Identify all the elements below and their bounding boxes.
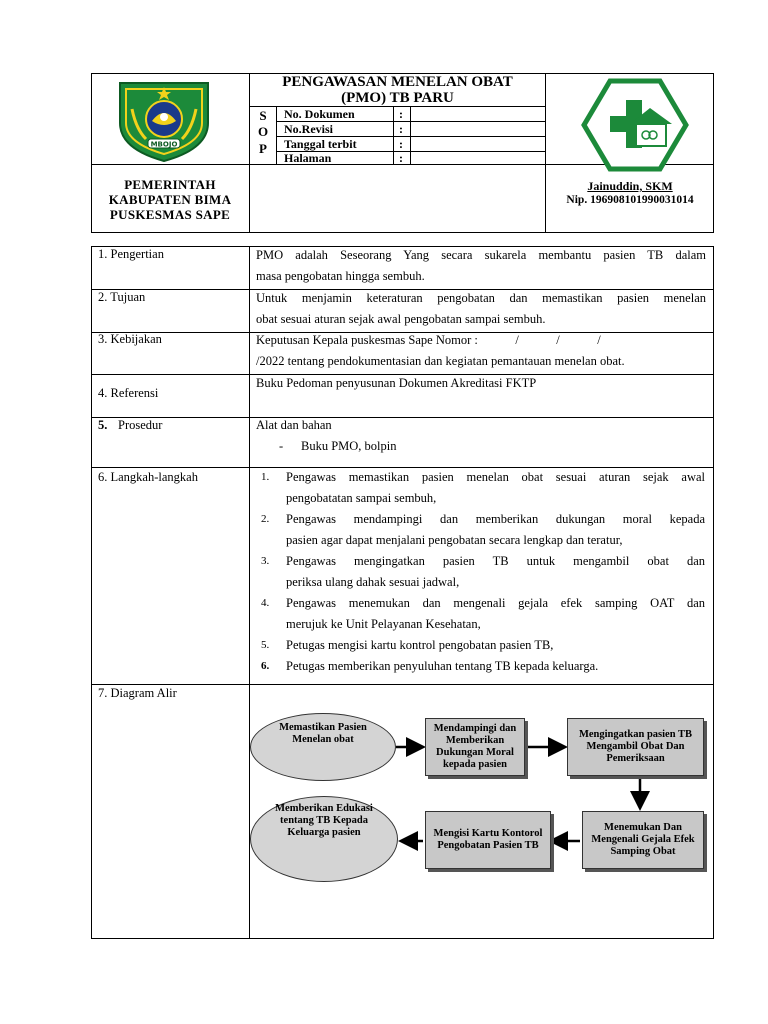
org-line-pemerintah: PEMERINTAH — [124, 177, 216, 192]
org-line-kabupaten: KABUPATEN BIMA — [108, 192, 232, 207]
halaman-label: Halaman — [284, 151, 332, 165]
sop-letter-o: O — [257, 124, 269, 139]
kebijakan-line2: /2022 tentang pendokumentasian dan kegiatan pemantauan menelan obat. — [256, 354, 625, 368]
step-2-line2: pasien agar dapat menjalani pengobatan secara lengkap dan teratur, — [286, 533, 623, 547]
flow-node-mengisi-kartu — [425, 811, 551, 869]
kebijakan-line1: Keputusan Kepala puskesmas Sape Nomor : / / / — [256, 333, 601, 347]
signer-name: Jainuddin, SKM — [587, 179, 673, 193]
diagram-label: 7. Diagram Alir — [98, 686, 177, 700]
step-3-line1: Pengawas mengingatkan pasien TB untuk mengambil obat dan — [286, 554, 705, 568]
flow-node-mengingatkan-text: Mengingatkan pasien TB Mengambil Obat Dan Pemeriksaan — [578, 729, 692, 764]
flow-node-menemukan — [582, 811, 704, 869]
no-dokumen-sep: : — [399, 107, 403, 121]
prosedur-label-text: Prosedur — [118, 418, 163, 432]
flow-node-edukasi — [250, 796, 398, 882]
sop-letter-p: P — [259, 141, 267, 156]
referensi-text: Buku Pedoman penyusunan Dokumen Akreditasi FKTP — [256, 376, 537, 390]
step-4-num: 4. — [261, 597, 270, 609]
kebijakan-label: 3. Kebijakan — [98, 332, 162, 346]
referensi-label: 4. Referensi — [98, 386, 159, 400]
step-5-line1: Petugas mengisi kartu kontrol pengobatan pasien TB, — [286, 638, 554, 652]
svg-text:MBOJO: MBOJO — [150, 140, 178, 149]
pengertian-label: 1. Pengertian — [98, 247, 164, 261]
flow-node-mendampingi-text: Mendampingi dan Memberikan Dukungan Moral kepada pasien — [433, 723, 517, 770]
flow-node-mendampingi — [425, 718, 525, 776]
langkah-label: 6. Langkah-langkah — [98, 470, 198, 484]
prosedur-bullet: - — [279, 439, 284, 453]
prosedur-line2: Buku PMO, bolpin — [301, 439, 397, 453]
signer-nip: Nip. 196908101990031014 — [566, 194, 694, 206]
step-1-line2: pengobatatan sampai sembuh, — [286, 491, 437, 505]
step-1-num: 1. — [261, 471, 270, 483]
step-4-line2: merujuk ke Unit Pelayanan Kesehatan, — [286, 617, 481, 631]
org-line-puskesmas: PUSKESMAS SAPE — [109, 207, 231, 222]
prosedur-label-num: 5. — [98, 418, 108, 432]
step-6-line1: Petugas memberikan penyuluhan tentang TB kepada keluarga. — [286, 659, 599, 673]
tanggal-terbit-label: Tanggal terbit — [284, 137, 357, 151]
step-3-num: 3. — [261, 555, 270, 567]
tujuan-line2: obat sesuai aturan sejak awal pengobatan sampai sembuh. — [256, 312, 546, 326]
step-1-line1: Pengawas memastikan pasien menelan obat sesuai aturan sejak awal — [286, 470, 705, 484]
flow-node-memastikan — [250, 713, 396, 781]
tanggal-terbit-sep: : — [399, 137, 403, 151]
no-revisi-label: No.Revisi — [284, 122, 333, 136]
flow-node-menemukan-text: Menemukan Dan Mengenali Gejala Efek Samping Obat — [591, 822, 695, 857]
halaman-sep: : — [399, 151, 403, 165]
tujuan-label: 2. Tujuan — [98, 290, 146, 304]
document-title-line1: PENGAWASAN MENELAN OBAT — [282, 74, 513, 90]
flow-node-mengingatkan — [567, 718, 704, 776]
flow-node-edukasi-text: Memberikan Edukasi tentang TB Kepada Keluarga pasien — [275, 803, 373, 838]
tujuan-line1: Untuk menjamin keteraturan pengobatan dan memastikan pasien menelan — [256, 291, 706, 305]
no-dokumen-label: No. Dokumen — [284, 107, 355, 121]
step-2-num: 2. — [261, 513, 270, 525]
sop-letter-s: S — [259, 108, 267, 123]
prosedur-line1: Alat dan bahan — [256, 418, 332, 432]
pengertian-line1: PMO adalah Seseorang Yang secara sukarela membantu pasien TB dalam — [256, 248, 706, 262]
no-revisi-sep: : — [399, 122, 403, 136]
step-3-line2: periksa ulang dahak sesuai jadwal, — [286, 575, 460, 589]
step-2-line1: Pengawas mendampingi dan memberikan dukungan moral kepada — [286, 512, 705, 526]
step-4-line1: Pengawas menemukan dan mengenali gejala efek samping OAT dan — [286, 596, 705, 610]
pengertian-line2: masa pengobatan hingga sembuh. — [256, 269, 425, 283]
flow-node-mengisi-kartu-text: Mengisi Kartu Kontorol Pengobatan Pasien TB — [433, 828, 543, 851]
flow-node-memastikan-text: Memastikan Pasien Menelan obat — [279, 722, 367, 745]
document-title-line2: (PMO) TB PARU — [341, 90, 454, 106]
step-5-num: 5. — [261, 639, 270, 651]
step-6-num: 6. — [261, 660, 270, 672]
